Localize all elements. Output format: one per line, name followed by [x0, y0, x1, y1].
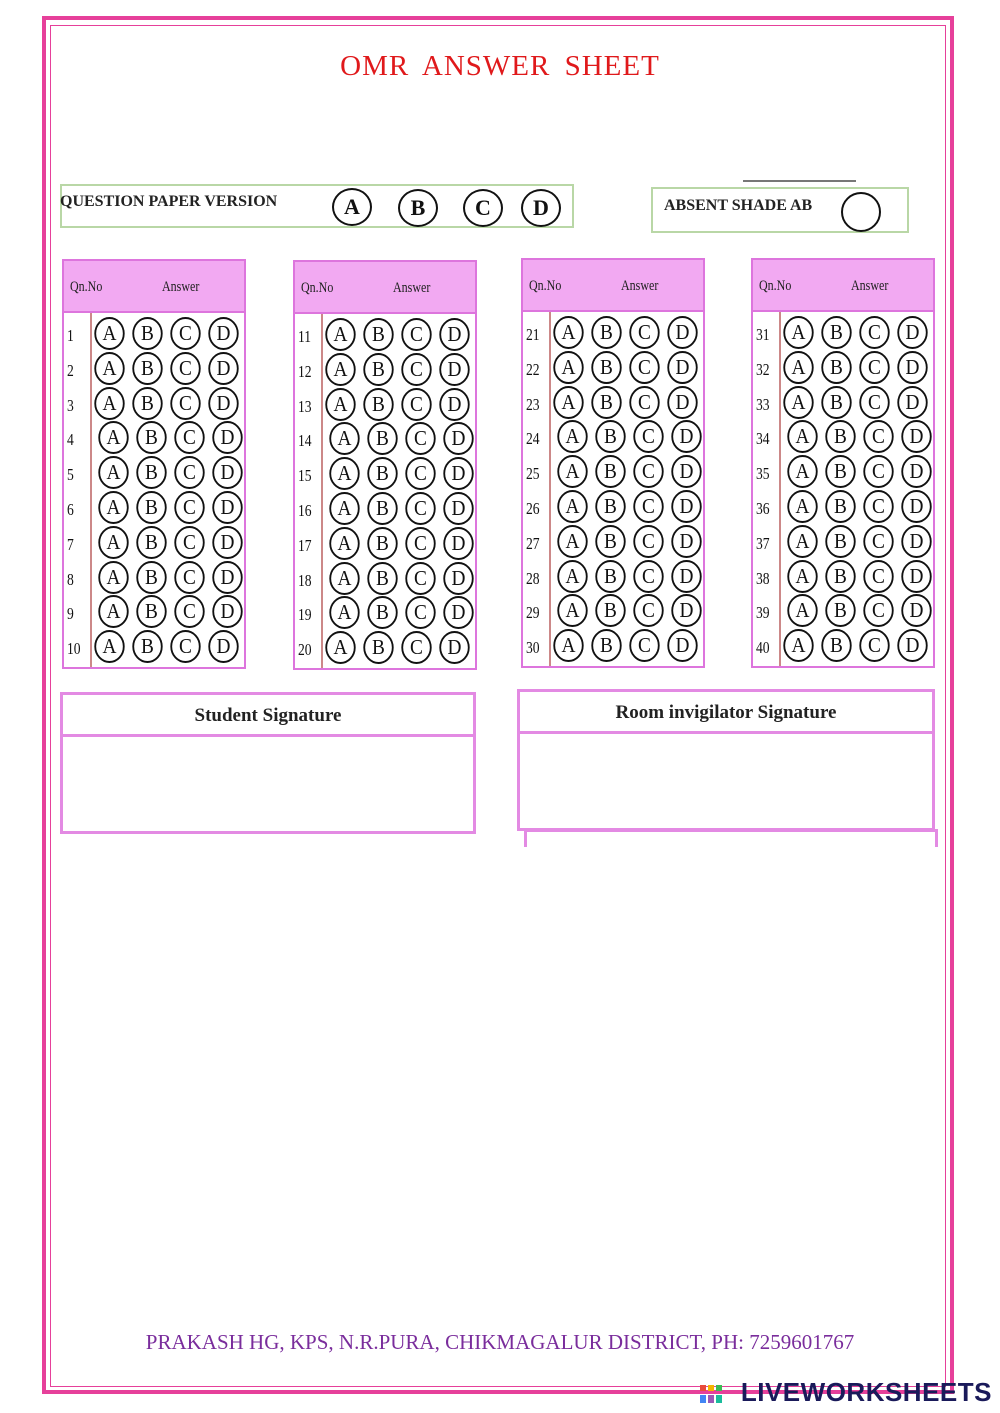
answer-bubble-c[interactable]: C: [633, 525, 663, 558]
answer-bubble-c[interactable]: C: [629, 351, 659, 384]
question-number: 27: [526, 533, 540, 553]
answer-bubble-d[interactable]: D: [443, 457, 473, 490]
answer-bubble-d[interactable]: D: [439, 318, 469, 351]
question-number: 14: [298, 431, 312, 451]
question-row: [295, 492, 475, 527]
answer-bubble-a[interactable]: A: [553, 351, 583, 384]
answer-bubble-b[interactable]: B: [132, 317, 162, 350]
answer-column-3: [521, 258, 705, 668]
version-bubble-d[interactable]: D: [521, 189, 561, 227]
answer-bubble-c[interactable]: C: [174, 421, 204, 454]
answer-bubble-b[interactable]: B: [821, 386, 851, 419]
question-row: [64, 352, 244, 387]
answer-bubble-c[interactable]: C: [859, 386, 889, 419]
answer-bubble-d[interactable]: D: [212, 561, 242, 594]
question-number: 11: [298, 327, 312, 346]
answer-bubble-c[interactable]: C: [629, 316, 659, 349]
question-number: 13: [298, 396, 312, 416]
answer-bubble-d[interactable]: D: [208, 387, 238, 420]
question-row: [753, 386, 933, 421]
answer-bubble-c[interactable]: C: [633, 560, 663, 593]
answer-bubble-c[interactable]: C: [174, 491, 204, 524]
answer-bubble-c[interactable]: C: [633, 455, 663, 488]
answer-bubble-a[interactable]: A: [557, 525, 587, 558]
question-row: [753, 420, 933, 455]
answer-bubble-b[interactable]: B: [136, 456, 166, 489]
answer-bubble-a[interactable]: A: [557, 490, 587, 523]
answer-bubble-a[interactable]: A: [94, 352, 124, 385]
column-header: [523, 260, 703, 312]
column-header: [753, 260, 933, 312]
answer-bubble-b[interactable]: B: [595, 560, 625, 593]
question-row: [64, 630, 244, 665]
answer-bubble-a[interactable]: A: [325, 631, 355, 664]
answer-bubble-d[interactable]: D: [212, 421, 242, 454]
answer-bubble-d[interactable]: D: [671, 525, 701, 558]
answer-bubble-b[interactable]: B: [825, 455, 855, 488]
answer-bubble-d[interactable]: D: [443, 562, 473, 595]
answer-bubble-a[interactable]: A: [98, 491, 128, 524]
column-header-qn: Qn.No: [529, 278, 562, 294]
question-number: 37: [756, 533, 770, 553]
answer-bubble-b[interactable]: B: [132, 352, 162, 385]
answer-column-2: [293, 260, 477, 670]
answer-bubble-c[interactable]: C: [633, 490, 663, 523]
answer-bubble-b[interactable]: B: [591, 351, 621, 384]
question-row: [523, 490, 703, 525]
column-header-qn: Qn.No: [759, 278, 792, 294]
question-number: 31: [756, 325, 770, 344]
answer-bubble-a[interactable]: A: [787, 525, 817, 558]
answer-bubble-a[interactable]: A: [553, 386, 583, 419]
answer-bubble-d[interactable]: D: [208, 352, 238, 385]
question-number: 9: [67, 604, 74, 624]
answer-bubble-c[interactable]: C: [859, 351, 889, 384]
question-number: 26: [526, 499, 540, 518]
answer-bubble-b[interactable]: B: [591, 316, 621, 349]
answer-bubble-b[interactable]: B: [132, 630, 162, 663]
column-header-answer: Answer: [621, 278, 659, 294]
question-row: [295, 527, 475, 562]
question-number: 24: [526, 429, 540, 449]
question-row: [523, 455, 703, 490]
absent-top-line: [743, 180, 856, 182]
answer-bubble-c[interactable]: C: [863, 420, 893, 453]
answer-bubble-d[interactable]: D: [667, 629, 697, 662]
answer-bubble-a[interactable]: A: [553, 629, 583, 662]
question-number: 25: [526, 464, 540, 484]
answer-bubble-b[interactable]: B: [825, 525, 855, 558]
answer-bubble-d[interactable]: D: [901, 455, 931, 488]
answer-bubble-c[interactable]: C: [174, 561, 204, 594]
answer-bubble-b[interactable]: B: [363, 388, 393, 421]
answer-bubble-b[interactable]: B: [591, 629, 621, 662]
answer-bubble-a[interactable]: A: [98, 421, 128, 454]
answer-bubble-d[interactable]: D: [212, 526, 242, 559]
answer-bubble-a[interactable]: A: [783, 351, 813, 384]
answer-bubble-a[interactable]: A: [553, 316, 583, 349]
answer-bubble-a[interactable]: A: [783, 629, 813, 662]
answer-bubble-c[interactable]: C: [170, 317, 200, 350]
answer-bubble-a[interactable]: A: [98, 456, 128, 489]
answer-column-1: [62, 259, 246, 669]
answer-bubble-c[interactable]: C: [401, 631, 431, 664]
question-row: [295, 388, 475, 423]
answer-bubble-d[interactable]: D: [671, 420, 701, 453]
question-number: 21: [526, 325, 540, 344]
question-number: 2: [67, 360, 74, 380]
answer-bubble-b[interactable]: B: [825, 420, 855, 453]
question-row: [295, 562, 475, 597]
question-row: [523, 386, 703, 421]
answer-bubble-d[interactable]: D: [671, 455, 701, 488]
answer-bubble-b[interactable]: B: [595, 455, 625, 488]
answer-bubble-b[interactable]: B: [367, 457, 397, 490]
version-bubble-a[interactable]: A: [332, 188, 372, 226]
question-row: [523, 594, 703, 629]
answer-bubble-c[interactable]: C: [174, 595, 204, 628]
answer-bubble-d[interactable]: D: [212, 595, 242, 628]
answer-bubble-d[interactable]: D: [443, 527, 473, 560]
question-row: [523, 560, 703, 595]
answer-bubble-c[interactable]: C: [170, 630, 200, 663]
answer-bubble-b[interactable]: B: [136, 421, 166, 454]
answer-bubble-b[interactable]: B: [595, 490, 625, 523]
answer-bubble-d[interactable]: D: [671, 594, 701, 627]
question-row: [295, 457, 475, 492]
answer-bubble-b[interactable]: B: [591, 386, 621, 419]
question-number: 3: [67, 395, 74, 415]
question-row: [295, 318, 475, 353]
question-number: 4: [67, 430, 74, 450]
question-paper-version-label: QUESTION PAPER VERSION: [60, 193, 278, 210]
answer-bubble-d[interactable]: D: [671, 560, 701, 593]
question-number: 33: [756, 394, 770, 414]
answer-bubble-d[interactable]: D: [897, 629, 927, 662]
answer-bubble-d[interactable]: D: [667, 351, 697, 384]
answer-bubble-a[interactable]: A: [557, 560, 587, 593]
answer-bubble-d[interactable]: D: [212, 456, 242, 489]
question-number: 16: [298, 501, 312, 520]
answer-bubble-d[interactable]: D: [208, 630, 238, 663]
answer-bubble-a[interactable]: A: [787, 455, 817, 488]
liveworksheets-brand: LIVEWORKSHEETS: [740, 1377, 992, 1407]
question-number: 36: [756, 499, 770, 518]
answer-bubble-a[interactable]: A: [325, 353, 355, 386]
column-header-answer: Answer: [393, 280, 431, 296]
answer-bubble-b[interactable]: B: [367, 492, 397, 525]
question-number: 35: [756, 464, 770, 484]
answer-bubble-d[interactable]: D: [439, 353, 469, 386]
invigilator-box-extension: [524, 829, 938, 847]
answer-bubble-d[interactable]: D: [897, 316, 927, 349]
answer-bubble-b[interactable]: B: [595, 525, 625, 558]
answer-bubble-c[interactable]: C: [405, 562, 435, 595]
answer-bubble-b[interactable]: B: [363, 631, 393, 664]
answer-bubble-b[interactable]: B: [136, 491, 166, 524]
answer-bubble-b[interactable]: B: [132, 387, 162, 420]
answer-bubble-d[interactable]: D: [212, 491, 242, 524]
question-row: [64, 561, 244, 596]
answer-bubble-d[interactable]: D: [901, 525, 931, 558]
question-row: [753, 351, 933, 386]
question-number: 18: [298, 570, 312, 590]
answer-bubble-a[interactable]: A: [787, 490, 817, 523]
answer-bubble-d[interactable]: D: [901, 560, 931, 593]
answer-bubble-d[interactable]: D: [901, 490, 931, 523]
answer-bubble-b[interactable]: B: [367, 596, 397, 629]
question-number: 5: [67, 465, 74, 485]
answer-column-4: [751, 258, 935, 668]
question-number: 20: [298, 640, 312, 660]
answer-bubble-c[interactable]: C: [401, 388, 431, 421]
answer-bubble-a[interactable]: A: [329, 492, 359, 525]
question-number: 6: [67, 500, 74, 519]
answer-bubble-b[interactable]: B: [821, 351, 851, 384]
answer-bubble-b[interactable]: B: [825, 594, 855, 627]
question-number: 32: [756, 359, 770, 379]
answer-bubble-b[interactable]: B: [825, 560, 855, 593]
student-signature-label: Student Signature: [63, 695, 473, 737]
answer-bubble-d[interactable]: D: [439, 388, 469, 421]
answer-bubble-b[interactable]: B: [367, 562, 397, 595]
answer-bubble-b[interactable]: B: [595, 594, 625, 627]
answer-bubble-b[interactable]: B: [363, 353, 393, 386]
answer-bubble-c[interactable]: C: [401, 353, 431, 386]
question-number: 28: [526, 568, 540, 588]
question-row: [523, 629, 703, 664]
answer-bubble-c[interactable]: C: [405, 457, 435, 490]
question-row: [753, 525, 933, 560]
question-row: [295, 631, 475, 666]
answer-bubble-d[interactable]: D: [901, 420, 931, 453]
question-number: 12: [298, 361, 312, 381]
answer-bubble-c[interactable]: C: [863, 490, 893, 523]
answer-bubble-d[interactable]: D: [443, 422, 473, 455]
answer-bubble-a[interactable]: A: [557, 420, 587, 453]
answer-bubble-d[interactable]: D: [443, 596, 473, 629]
question-number: 40: [756, 638, 770, 658]
question-row: [64, 526, 244, 561]
question-row: [295, 353, 475, 388]
question-row: [523, 420, 703, 455]
question-number: 39: [756, 603, 770, 623]
answer-bubble-a[interactable]: A: [557, 455, 587, 488]
question-number: 1: [67, 326, 74, 345]
answer-bubble-b[interactable]: B: [363, 318, 393, 351]
answer-bubble-a[interactable]: A: [783, 386, 813, 419]
answer-bubble-c[interactable]: C: [405, 492, 435, 525]
question-row: [753, 560, 933, 595]
invigilator-signature-box: [517, 689, 935, 831]
answer-bubble-a[interactable]: A: [787, 560, 817, 593]
answer-bubble-c[interactable]: C: [170, 352, 200, 385]
sheet-title: OMR ANSWER SHEET: [340, 50, 660, 82]
answer-bubble-d[interactable]: D: [671, 490, 701, 523]
question-row: [64, 491, 244, 526]
question-row: [523, 316, 703, 351]
answer-bubble-c[interactable]: C: [629, 629, 659, 662]
answer-bubble-a[interactable]: A: [94, 317, 124, 350]
question-row: [295, 596, 475, 631]
answer-bubble-d[interactable]: D: [208, 317, 238, 350]
column-header-answer: Answer: [162, 279, 200, 295]
question-row: [753, 316, 933, 351]
answer-bubble-c[interactable]: C: [629, 386, 659, 419]
answer-bubble-c[interactable]: C: [863, 560, 893, 593]
column-header: [64, 261, 244, 313]
answer-bubble-c[interactable]: C: [405, 527, 435, 560]
question-number: 34: [756, 429, 770, 449]
answer-bubble-a[interactable]: A: [94, 387, 124, 420]
answer-bubble-c[interactable]: C: [863, 455, 893, 488]
answer-bubble-b[interactable]: B: [136, 595, 166, 628]
answer-bubble-b[interactable]: B: [821, 316, 851, 349]
footer-credit: PRAKASH HG, KPS, N.R.PURA, CHIKMAGALUR DISTRICT, PH: 7259601767: [145, 1330, 855, 1354]
question-row: [753, 629, 933, 664]
question-row: [753, 455, 933, 490]
answer-bubble-b[interactable]: B: [595, 420, 625, 453]
answer-bubble-c[interactable]: C: [859, 316, 889, 349]
answer-bubble-c[interactable]: C: [174, 526, 204, 559]
answer-bubble-d[interactable]: D: [667, 386, 697, 419]
question-row: [64, 317, 244, 352]
question-row: [64, 387, 244, 422]
answer-bubble-a[interactable]: A: [783, 316, 813, 349]
answer-bubble-d[interactable]: D: [897, 351, 927, 384]
answer-bubble-a[interactable]: A: [557, 594, 587, 627]
answer-bubble-a[interactable]: A: [329, 457, 359, 490]
answer-bubble-a[interactable]: A: [325, 388, 355, 421]
answer-bubble-d[interactable]: D: [439, 631, 469, 664]
column-header: [295, 262, 475, 314]
question-number: 19: [298, 605, 312, 625]
invigilator-signature-label: Room invigilator Signature: [520, 692, 932, 734]
answer-bubble-c[interactable]: C: [633, 594, 663, 627]
question-number: 29: [526, 603, 540, 623]
answer-bubble-b[interactable]: B: [367, 527, 397, 560]
answer-bubble-b[interactable]: B: [367, 422, 397, 455]
question-row: [295, 422, 475, 457]
question-number: 38: [756, 568, 770, 588]
answer-bubble-b[interactable]: B: [136, 526, 166, 559]
question-number: 15: [298, 466, 312, 486]
answer-bubble-c[interactable]: C: [405, 422, 435, 455]
question-row: [64, 595, 244, 630]
answer-bubble-d[interactable]: D: [897, 386, 927, 419]
question-number: 30: [526, 638, 540, 658]
column-header-qn: Qn.No: [70, 279, 103, 295]
answer-bubble-c[interactable]: C: [859, 629, 889, 662]
answer-bubble-c[interactable]: C: [863, 525, 893, 558]
answer-bubble-a[interactable]: A: [329, 422, 359, 455]
answer-bubble-c[interactable]: C: [633, 420, 663, 453]
answer-bubble-c[interactable]: C: [401, 318, 431, 351]
version-bubble-c[interactable]: C: [463, 189, 503, 227]
answer-bubble-a[interactable]: A: [98, 561, 128, 594]
answer-bubble-c[interactable]: C: [170, 387, 200, 420]
answer-bubble-d[interactable]: D: [901, 594, 931, 627]
question-number: 22: [526, 359, 540, 379]
question-row: [64, 456, 244, 491]
question-number: 10: [67, 639, 81, 659]
absent-label: ABSENT SHADE AB: [664, 197, 813, 214]
answer-bubble-b[interactable]: B: [136, 561, 166, 594]
answer-bubble-a[interactable]: A: [787, 594, 817, 627]
question-row: [64, 421, 244, 456]
question-number: 7: [67, 534, 74, 554]
answer-bubble-a[interactable]: A: [329, 596, 359, 629]
answer-bubble-a[interactable]: A: [787, 420, 817, 453]
answer-bubble-b[interactable]: B: [821, 629, 851, 662]
student-signature-box: [60, 692, 476, 834]
question-number: 17: [298, 535, 312, 555]
answer-bubble-c[interactable]: C: [863, 594, 893, 627]
answer-bubble-a[interactable]: A: [94, 630, 124, 663]
column-header-answer: Answer: [851, 278, 889, 294]
liveworksheets-logo-icon: [699, 1382, 723, 1406]
question-number: 8: [67, 569, 74, 589]
answer-bubble-a[interactable]: A: [329, 562, 359, 595]
answer-bubble-b[interactable]: B: [825, 490, 855, 523]
answer-bubble-d[interactable]: D: [667, 316, 697, 349]
answer-bubble-c[interactable]: C: [405, 596, 435, 629]
question-row: [523, 351, 703, 386]
question-row: [523, 525, 703, 560]
absent-bubble[interactable]: [841, 192, 881, 232]
question-row: [753, 490, 933, 525]
column-header-qn: Qn.No: [301, 280, 334, 296]
answer-bubble-d[interactable]: D: [443, 492, 473, 525]
answer-bubble-a[interactable]: A: [98, 526, 128, 559]
question-number: 23: [526, 394, 540, 414]
question-row: [753, 594, 933, 629]
answer-bubble-c[interactable]: C: [174, 456, 204, 489]
answer-bubble-a[interactable]: A: [98, 595, 128, 628]
version-bubble-b[interactable]: B: [398, 189, 438, 227]
answer-bubble-a[interactable]: A: [325, 318, 355, 351]
answer-bubble-a[interactable]: A: [329, 527, 359, 560]
